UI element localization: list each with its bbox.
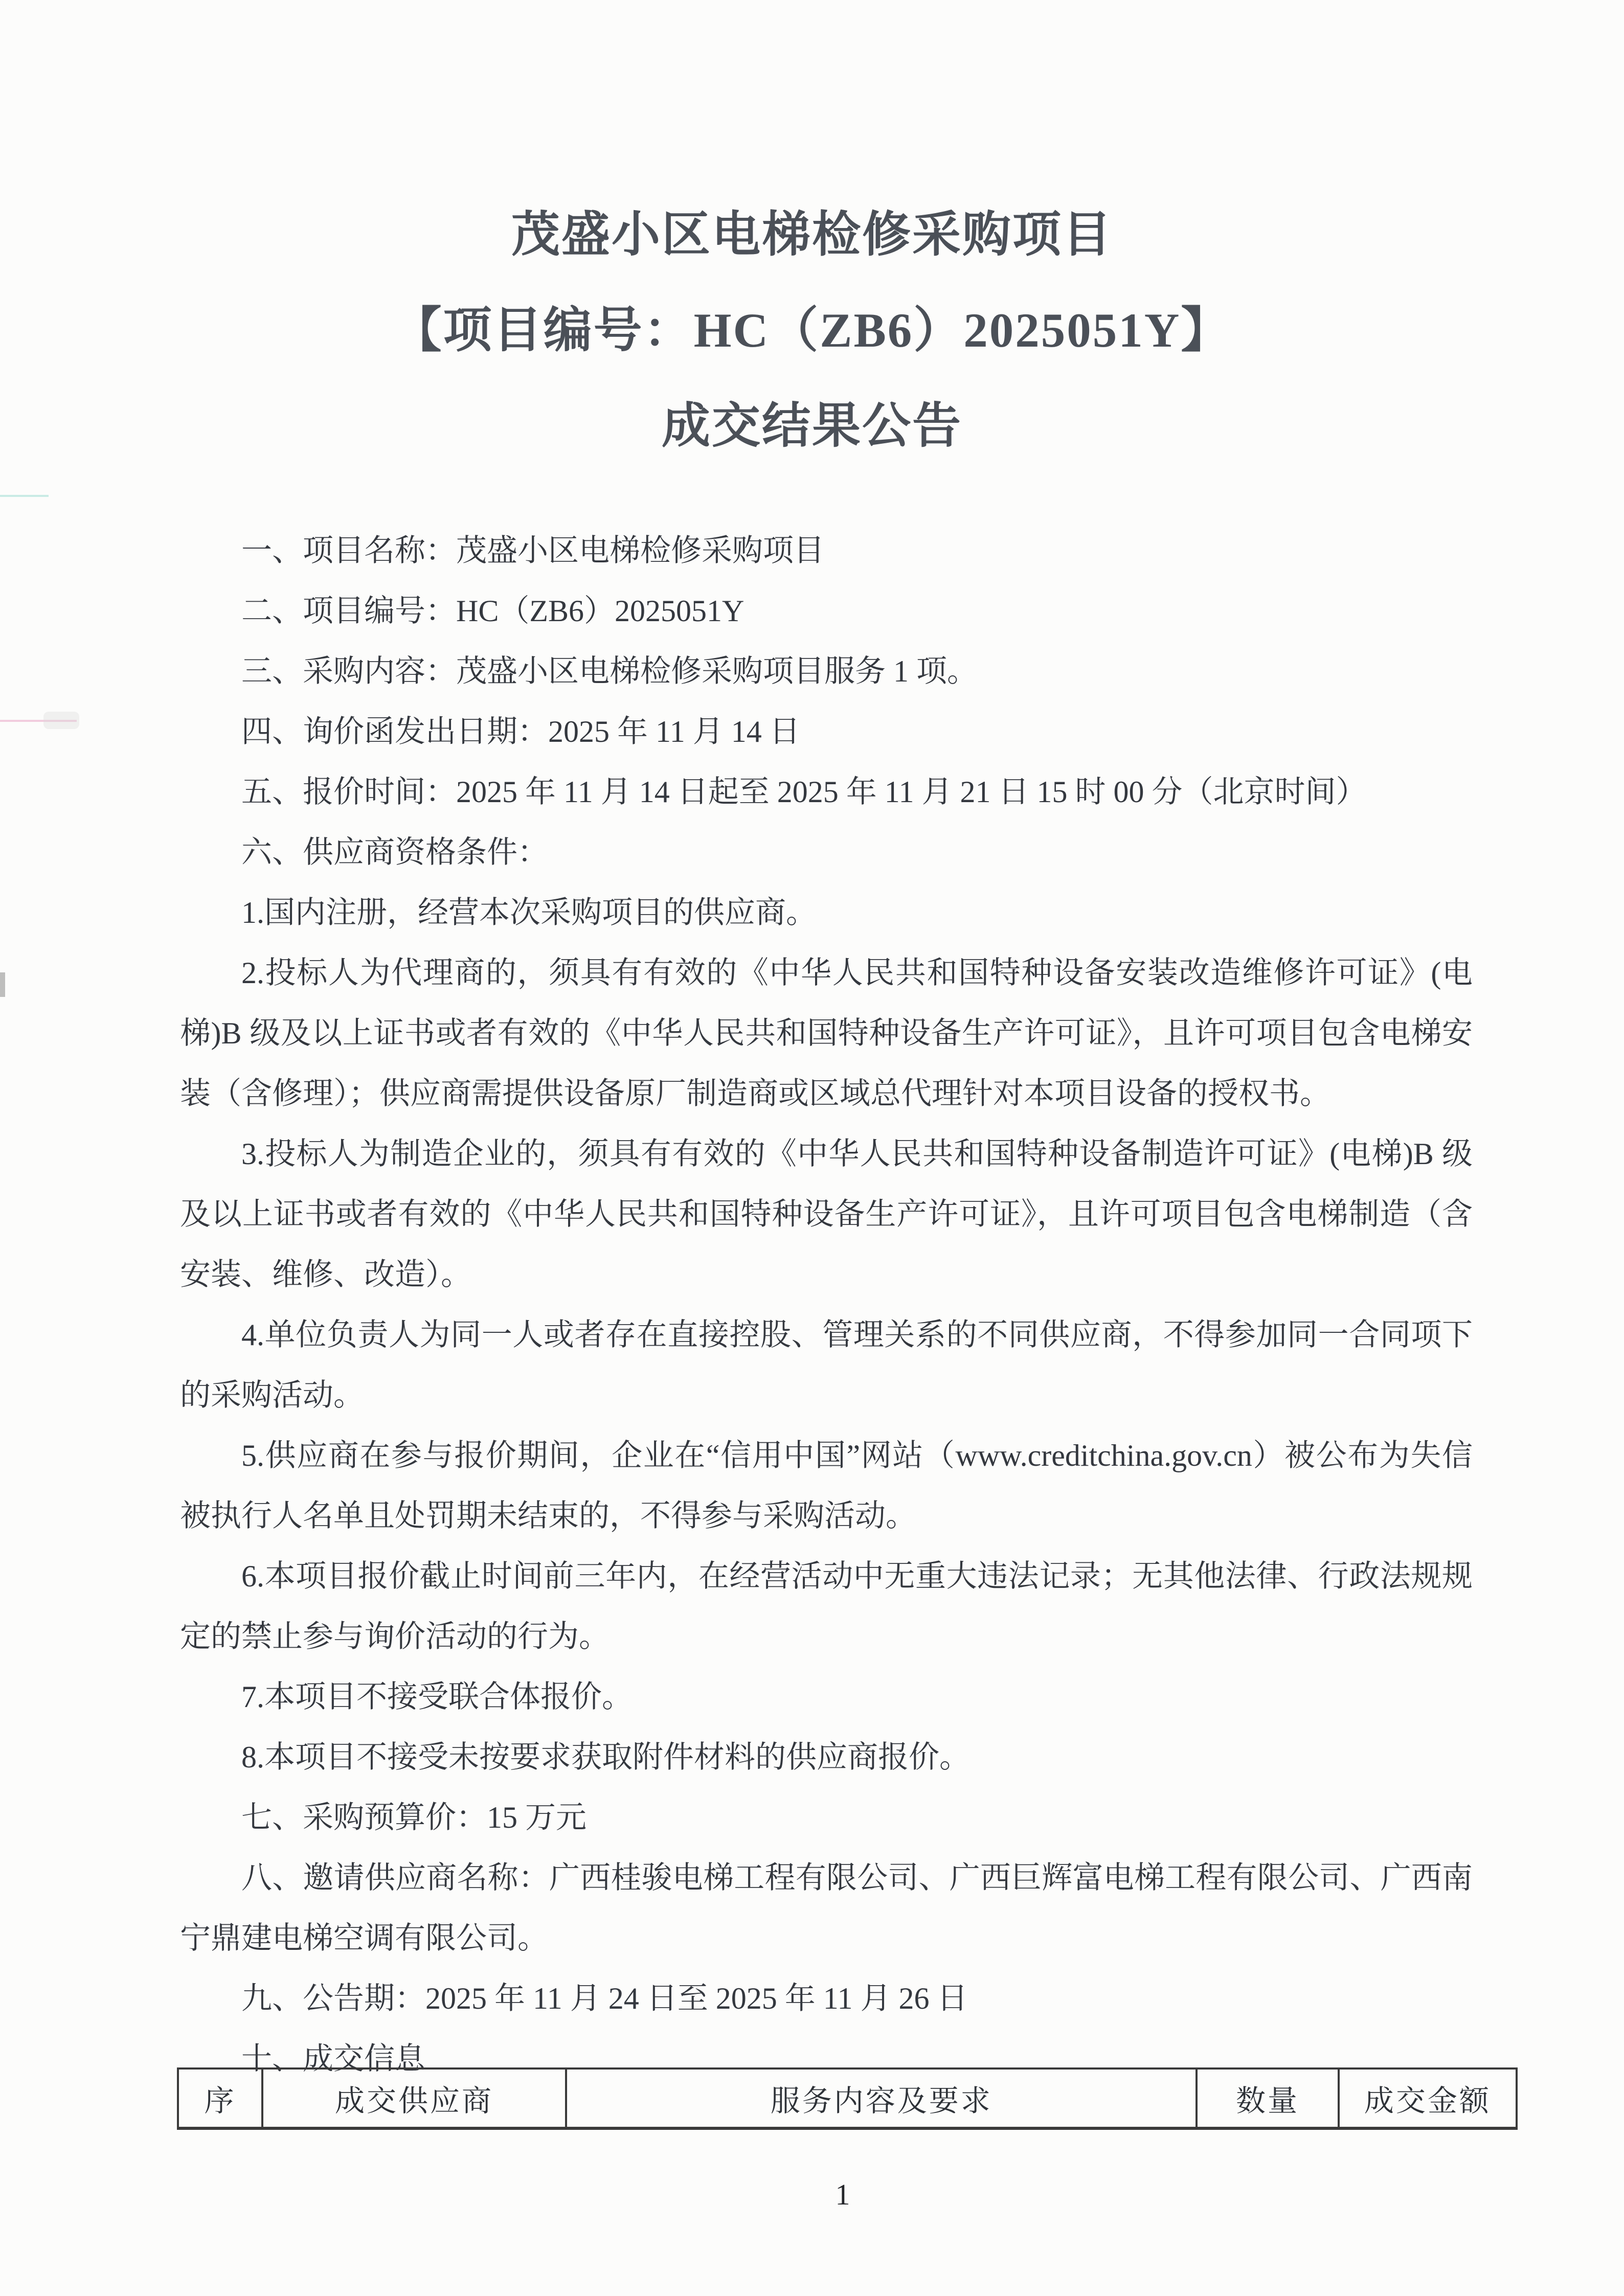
body-paragraph: 2.投标人为代理商的，须具有有效的《中华人民共和国特种设备安装改造维修许可证》(电梯)B 级及以上证书或者有效的《中华人民共和国特种设备生产许可证》，且许可项目包含电梯安装（含修理）；供应商需提供设备原厂制造商或区域总代理针对本项目设备的授权书。 [180, 956, 1473, 1110]
project-number-title: 【项目编号：HC（ZB6）2025051Y】 [393, 303, 1231, 357]
body-paragraph: 一、项目名称：茂盛小区电梯检修采购项目 [241, 534, 824, 567]
body-paragraph: 1.国内注册，经营本次采购项目的供应商。 [241, 896, 817, 929]
document-title: 茂盛小区电梯检修采购项目 [511, 208, 1113, 262]
table-header-seq: 序 [178, 2068, 262, 2128]
table-header-quantity: 数量 [1197, 2068, 1339, 2128]
body-paragraph: 7.本项目不接受联合体报价。 [241, 1680, 633, 1714]
table-header-service: 服务内容及要求 [566, 2068, 1197, 2128]
announcement-body [180, 520, 1473, 2089]
body-paragraph: 六、供应商资格条件： [241, 835, 548, 869]
body-paragraph: 3.投标人为制造企业的，须具有有效的《中华人民共和国特种设备制造许可证》(电梯)B 级及以上证书或者有效的《中华人民共和国特种设备生产许可证》，且许可项目包含电梯制造（含安装、维修、改造）。 [180, 1137, 1473, 1291]
deal-info-table [177, 2067, 1518, 2130]
scan-artifact [0, 972, 5, 997]
body-paragraph: 8.本项目不接受未按要求获取附件材料的供应商报价。 [241, 1740, 970, 1774]
body-paragraph: 4.单位负责人为同一人或者存在直接控股、管理关系的不同供应商，不得参加同一合同项下的采购活动。 [180, 1318, 1473, 1412]
scan-artifact [43, 712, 79, 729]
table-header-amount: 成交金额 [1339, 2068, 1517, 2128]
page-number: 1 [835, 2178, 850, 2211]
body-paragraph: 5.供应商在参与报价期间，企业在“信用中国”网站（www.creditchina.gov.cn）被公布为失信被执行人名单且处罚期未结束的，不得参与采购活动。 [180, 1439, 1473, 1533]
body-paragraph: 七、采购预算价：15 万元 [241, 1801, 587, 1834]
body-paragraph: 6.本项目报价截止时间前三年内，在经营活动中无重大违法记录；无其他法律、行政法规规定的禁止参与询价活动的行为。 [180, 1559, 1473, 1653]
body-paragraph: 四、询价函发出日期：2025 年 11 月 14 日 [241, 715, 800, 748]
body-paragraph: 三、采购内容：茂盛小区电梯检修采购项目服务 1 项。 [241, 654, 978, 688]
body-paragraph: 九、公告期：2025 年 11 月 24 日至 2025 年 11 月 26 日 [241, 1982, 968, 2015]
body-paragraph: 八、邀请供应商名称：广西桂骏电梯工程有限公司、广西巨辉富电梯工程有限公司、广西南宁鼎建电梯空调有限公司。 [180, 1861, 1473, 1955]
table-header-supplier: 成交供应商 [262, 2068, 566, 2128]
body-paragraph: 二、项目编号：HC（ZB6）2025051Y [241, 594, 745, 628]
scan-artifact [0, 720, 77, 722]
body-paragraph: 十、成交信息 [241, 2042, 425, 2076]
table-header-row [178, 2068, 1517, 2128]
scan-artifact [0, 495, 49, 497]
body-paragraph: 五、报价时间：2025 年 11 月 14 日起至 2025 年 11 月 21 日 15 时 00 分（北京时间） [241, 775, 1367, 809]
announcement-type-title: 成交结果公告 [661, 399, 962, 453]
title-block [0, 187, 1624, 474]
